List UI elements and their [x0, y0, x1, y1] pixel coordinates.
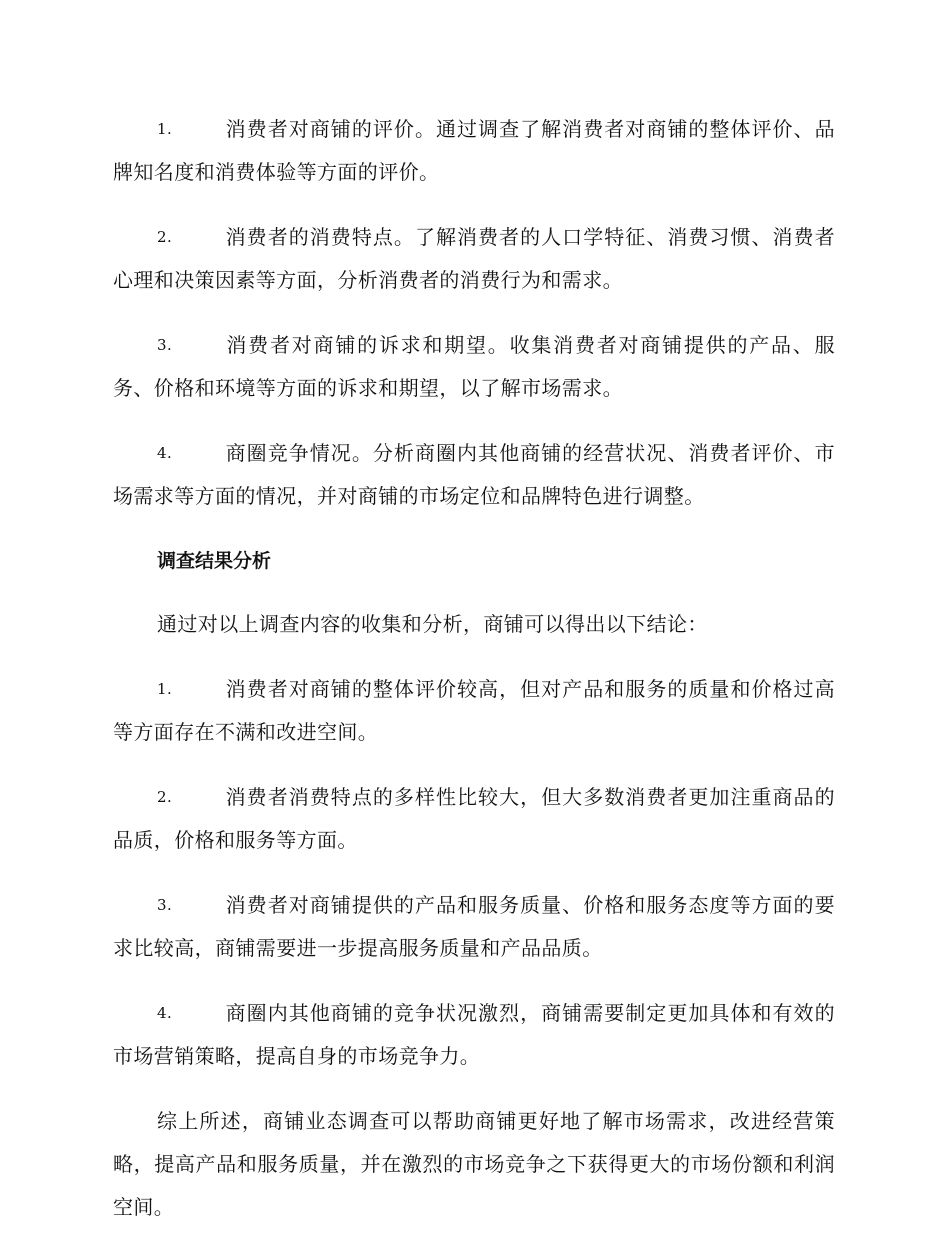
list-item-text [113, 992, 835, 1078]
summary-paragraph: 综上所述，商铺业态调查可以帮助商铺更好地了解市场需求，改进经营策略，提高产品和服务质量，并在激烈的市场竞争之下获得更大的市场份额和利润空间。 [113, 1109, 835, 1219]
list-item-text [113, 668, 835, 754]
document-body [113, 108, 835, 1251]
conclusion-item [113, 884, 835, 970]
list-item-number: 2. [157, 788, 173, 806]
analysis-intro: 通过对以上调查内容的收集和分析，商铺可以得出以下结论： [157, 612, 708, 636]
list-item-content: 消费者对商铺的诉求和期望。收集消费者对商铺提供的产品、服务、价格和环境等方面的诉求和期望，以了解市场需求。 [113, 333, 835, 400]
list-item-text [113, 884, 835, 970]
list-item-number: 2. [157, 228, 173, 246]
list-item-number: 1. [157, 120, 173, 138]
list-item-content: 消费者对商铺的整体评价较高，但对产品和服务的质量和价格过高等方面存在不满和改进空间。 [113, 677, 835, 744]
list-item-content: 消费者对商铺的评价。通过调查了解消费者对商铺的整体评价、品牌知名度和消费体验等方面的评价。 [113, 117, 835, 184]
conclusion-item [113, 668, 835, 754]
list-item-content: 消费者对商铺提供的产品和服务质量、价格和服务态度等方面的要求比较高，商铺需要进一步提高服务质量和产品品质。 [113, 893, 835, 960]
list-item-text [113, 108, 835, 194]
list-item-content: 商圈内其他商铺的竞争状况激烈，商铺需要制定更加具体和有效的市场营销策略，提高自身的市场竞争力。 [113, 1001, 835, 1068]
list-item-number: 4. [157, 444, 173, 462]
list-item-content: 消费者消费特点的多样性比较大，但大多数消费者更加注重商品的品质，价格和服务等方面。 [113, 785, 835, 852]
list-item-text [113, 324, 835, 410]
survey-item [113, 108, 835, 194]
list-item-number: 4. [157, 1004, 173, 1022]
list-item-number: 3. [157, 896, 173, 914]
list-item-content: 商圈竞争情况。分析商圈内其他商铺的经营状况、消费者评价、市场需求等方面的情况，并对商铺的市场定位和品牌特色进行调整。 [113, 441, 835, 508]
list-item-content: 消费者的消费特点。了解消费者的人口学特征、消费习惯、消费者心理和决策因素等方面，分析消费者的消费行为和需求。 [113, 225, 835, 292]
list-item-text [113, 776, 835, 862]
list-item-number: 1. [157, 680, 173, 698]
list-item-text [113, 432, 835, 518]
survey-item [113, 324, 835, 410]
conclusion-item [113, 992, 835, 1078]
list-item-number: 3. [157, 336, 173, 354]
survey-item [113, 216, 835, 302]
survey-item [113, 432, 835, 518]
section-heading: 调查结果分析 [157, 550, 272, 572]
list-item-text [113, 216, 835, 302]
conclusion-item [113, 776, 835, 862]
